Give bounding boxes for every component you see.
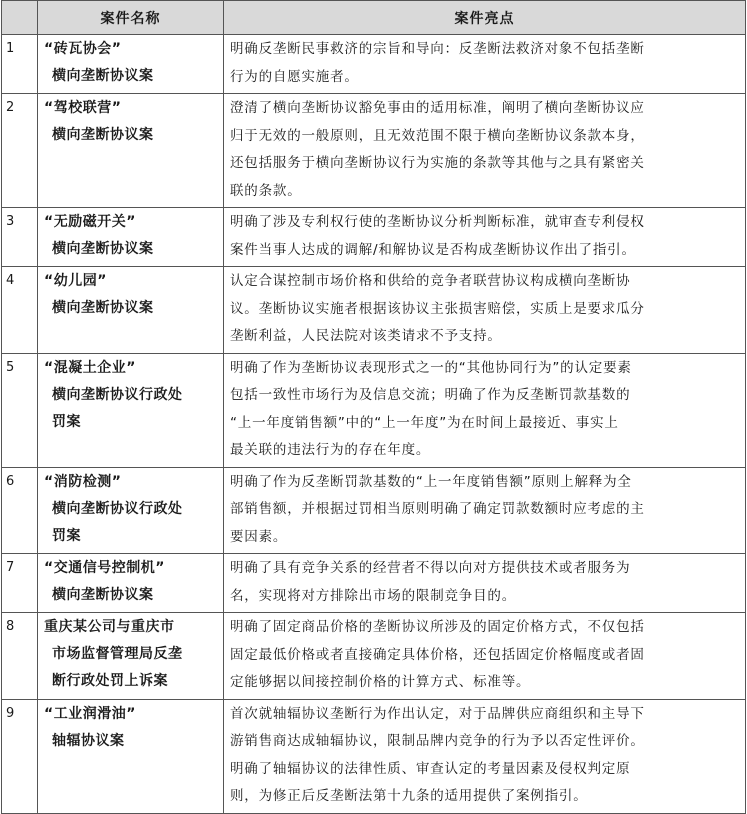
case-highlight-line: 明确了作为垄断协议表现形式之一的“其他协同行为”的认定要素 [230,359,632,376]
case-highlight-line: 议。垄断协议实施者根据该协议主张损害赔偿，实质上是要求瓜分 [230,300,645,317]
case-highlight-line: 则，为修正后反垄断法第十九条的适用提供了案例指引。 [230,788,588,804]
case-name-line: “消防检测” [44,473,122,490]
case-name-line: 横向垄断协议案 [52,300,154,316]
table-row [2,94,746,208]
case-highlight-line: 澄清了横向垄断协议豁免事由的适用标准，阐明了横向垄断协议应 [230,100,645,116]
case-number: 7 [2,554,38,613]
case-name-line: “砖瓦协会” [44,41,122,57]
header-case-highlight: 案件亮点 [224,1,746,35]
case-highlight-line: 明确了轴辐协议的法律性质、审查认定的考量因素及侵权判定原 [230,760,631,777]
case-highlight-line: 明确了固定商品价格的垄断协议所涉及的固定价格方式，不仅包括 [230,619,645,635]
case-name-line: 市场监督管理局反垄 [52,646,183,662]
case-highlight-line: 固定最低价格或者直接确定具体价格，还包括固定价格幅度或者固 [230,646,645,663]
case-highlight [224,353,746,467]
case-highlight [224,35,746,94]
case-number: 9 [2,699,38,813]
case-highlight-line: 行为的自愿实施者。 [230,68,359,85]
case-highlight-line: 联的条款。 [230,182,302,199]
table-row [2,554,746,613]
case-name-line: 横向垄断协议案 [52,587,154,603]
case-name [38,94,224,208]
case-highlight [224,94,746,208]
case-number: 3 [2,208,38,267]
table-row [2,35,746,94]
case-highlight-line: 要因素。 [230,528,288,545]
case-highlight-line: 明确了作为反垄断罚款基数的“上一年度销售额”原则上解释为全 [230,473,632,490]
case-highlight [224,208,746,267]
table-header-row [2,1,746,35]
table-row [2,613,746,700]
table-row [2,699,746,813]
case-highlight-line: 案件当事人达成的调解/和解协议是否构成垄断协议作出了指引。 [230,241,636,258]
header-case-name: 案件名称 [38,1,224,35]
case-highlight-line: “上一年度销售额”中的“上一年度”为在时间上最接近、事实上 [230,414,619,431]
case-highlight [224,699,746,813]
case-name-line: “驾校联营” [44,100,122,116]
case-highlight-line: 部销售额，并根据过罚相当原则明确了确定罚款数额时应考虑的主 [230,501,645,517]
header-number [2,1,38,35]
case-highlight-line: 还包括服务于横向垄断协议行为实施的条款等其他与之具有紧密关 [230,155,645,171]
case-name-line: 横向垄断协议案 [52,241,154,257]
case-highlight [224,267,746,354]
case-highlight-line: 认定合谋控制市场价格和供给的竞争者联营协议构成横向垄断协 [230,273,631,289]
table-row [2,353,746,467]
case-highlight-line: 最关联的违法行为的存在年度。 [230,442,431,458]
case-highlight-line: 首次就轴辐协议垄断行为作出认定，对于品牌供应商组织和主导下 [230,705,645,722]
case-name-line: 横向垄断协议行政处 [52,386,183,403]
case-highlight-line: 游销售商达成轴辐协议，限制品牌内竞争的行为予以否定性评价。 [230,733,645,749]
case-name-line: “工业润滑油” [44,705,136,722]
case-highlight-line: 明确反垄断民事救济的宗旨和导向：反垄断法救济对象不包括垄断 [230,41,645,57]
case-highlight [224,467,746,554]
case-number: 5 [2,353,38,467]
case-name [38,613,224,700]
case-name [38,267,224,354]
case-name [38,208,224,267]
case-name-line: “交通信号控制机” [44,560,165,576]
table-row [2,208,746,267]
case-name-line: 罚案 [52,413,81,430]
case-name-line: 重庆某公司与重庆市 [44,619,175,635]
case-highlight-line: 明确了涉及专利权行使的垄断协议分析判断标准，就审查专利侵权 [230,214,645,230]
case-name-line: 横向垄断协议行政处 [52,500,183,517]
case-name-line: 断行政处罚上诉案 [52,673,168,689]
table-row [2,267,746,354]
case-name-line: “幼儿园” [44,273,107,289]
case-highlight-line: 定能够据以间接控制价格的计算方式、标准等。 [230,674,531,690]
case-name-line: “混凝土企业” [44,359,136,376]
case-highlight-line: 名，实现将对方排除出市场的限制竞争目的。 [230,587,516,604]
case-highlight-line: 明确了具有竞争关系的经营者不得以向对方提供技术或者服务为 [230,560,631,576]
case-name [38,467,224,554]
case-highlight-line: 包括一致性市场行为及信息交流；明确了作为反垄断罚款基数的 [230,387,631,403]
case-number: 2 [2,94,38,208]
case-highlight-line: 归于无效的一般原则，且无效范围不限于横向垄断协议条款本身， [230,127,645,144]
case-number: 6 [2,467,38,554]
table-row [2,467,746,554]
case-name-line: 轴辐协议案 [52,732,125,749]
case-number: 8 [2,613,38,700]
case-name [38,35,224,94]
case-name [38,554,224,613]
case-highlight-line: 垄断利益，人民法院对该类请求不予支持。 [230,328,502,344]
case-name-line: 横向垄断协议案 [52,68,154,84]
case-name [38,353,224,467]
case-name-line: “无励磁开关” [44,214,136,230]
case-highlight [224,613,746,700]
case-number: 1 [2,35,38,94]
case-table [1,0,746,814]
case-name-line: 横向垄断协议案 [52,127,154,143]
case-name-line: 罚案 [52,527,81,544]
case-highlight [224,554,746,613]
case-number: 4 [2,267,38,354]
case-name [38,699,224,813]
